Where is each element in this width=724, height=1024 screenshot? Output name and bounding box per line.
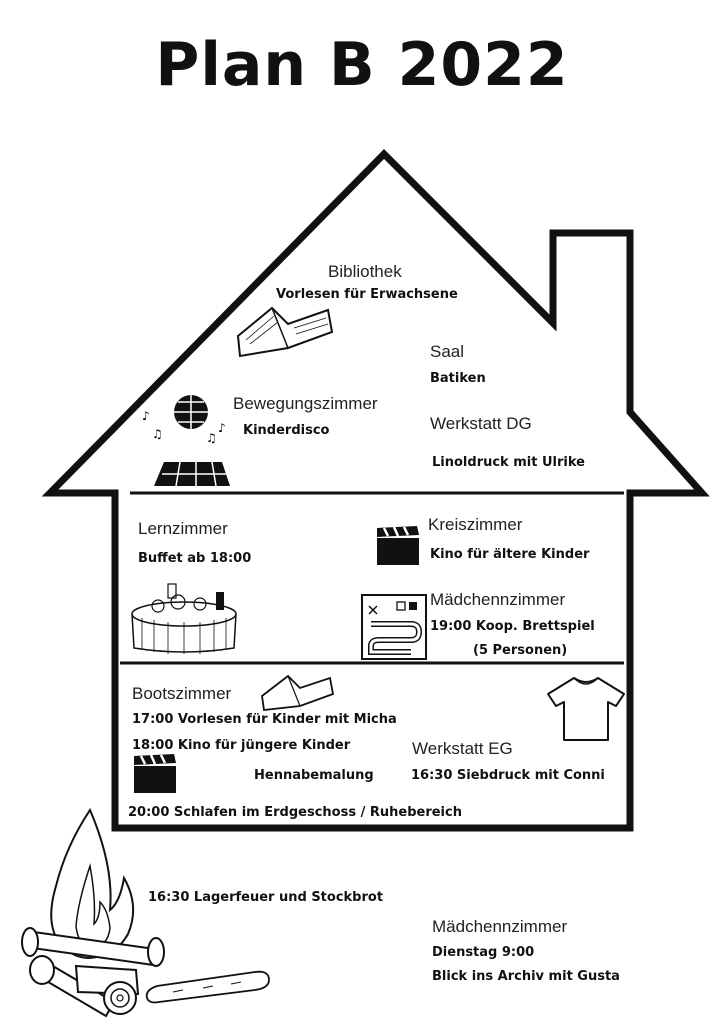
room-lernzimmer: Lernzimmer (138, 519, 228, 538)
room-bewegungszimmer: Bewegungszimmer (233, 394, 378, 413)
activity-werkstatt-dg: Linoldruck mit Ulrike (432, 455, 585, 470)
room-bootszimmer: Bootszimmer (132, 684, 232, 703)
activity-bibliothek: Vorlesen für Erwachsene (276, 287, 458, 302)
clapperboard-icon (133, 754, 177, 794)
svg-text:♫: ♫ (152, 427, 163, 441)
room-werkstatt-eg: Werkstatt EG (412, 739, 513, 758)
activity-archiv: Blick ins Archiv mit Gusta (432, 969, 620, 984)
activity-werkstatt-eg: 16:30 Siebdruck mit Conni (411, 768, 605, 783)
svg-text:♫: ♫ (206, 431, 217, 445)
board-game-icon (361, 594, 427, 660)
activity-dienstag: Dienstag 9:00 (432, 945, 535, 960)
buffet-table-icon (128, 578, 240, 656)
room-maedchenzimmer-outside: Mädchennzimmer (432, 917, 568, 936)
open-book-icon (232, 302, 336, 360)
clapperboard-icon (376, 526, 420, 566)
activity-bootszimmer-1: 17:00 Vorlesen für Kinder mit Micha (132, 712, 397, 727)
room-saal: Saal (430, 342, 465, 361)
svg-text:♪: ♪ (218, 421, 226, 435)
page-title: Plan B 2022 (155, 30, 569, 100)
activity-lagerfeuer: 16:30 Lagerfeuer und Stockbrot (148, 890, 384, 905)
activity-lernzimmer: Buffet ab 18:00 (138, 551, 252, 566)
activity-saal: Batiken (430, 371, 486, 386)
room-werkstatt-dg: Werkstatt DG (430, 414, 532, 433)
room-bibliothek: Bibliothek (328, 262, 402, 281)
room-kreiszimmer: Kreiszimmer (428, 515, 523, 534)
activity-kreiszimmer: Kino für ältere Kinder (430, 547, 590, 562)
activity-sleep: 20:00 Schlafen im Erdgeschoss / Ruhebereich (128, 805, 462, 820)
tshirt-icon (546, 676, 626, 742)
activity-henna: Hennabemalung (254, 768, 374, 783)
disco-ball-icon (140, 390, 244, 490)
open-book-icon (258, 672, 336, 714)
activity-bootszimmer-2: 18:00 Kino für jüngere Kinder (132, 738, 351, 753)
bread-stick-icon (143, 968, 273, 1006)
activity-bewegungszimmer: Kinderdisco (243, 423, 330, 438)
activity-maedchenzimmer-note: (5 Personen) (473, 643, 568, 658)
activity-maedchenzimmer: 19:00 Koop. Brettspiel (430, 619, 595, 634)
svg-text:♪: ♪ (142, 409, 150, 423)
room-maedchenzimmer: Mädchennzimmer (430, 590, 566, 609)
